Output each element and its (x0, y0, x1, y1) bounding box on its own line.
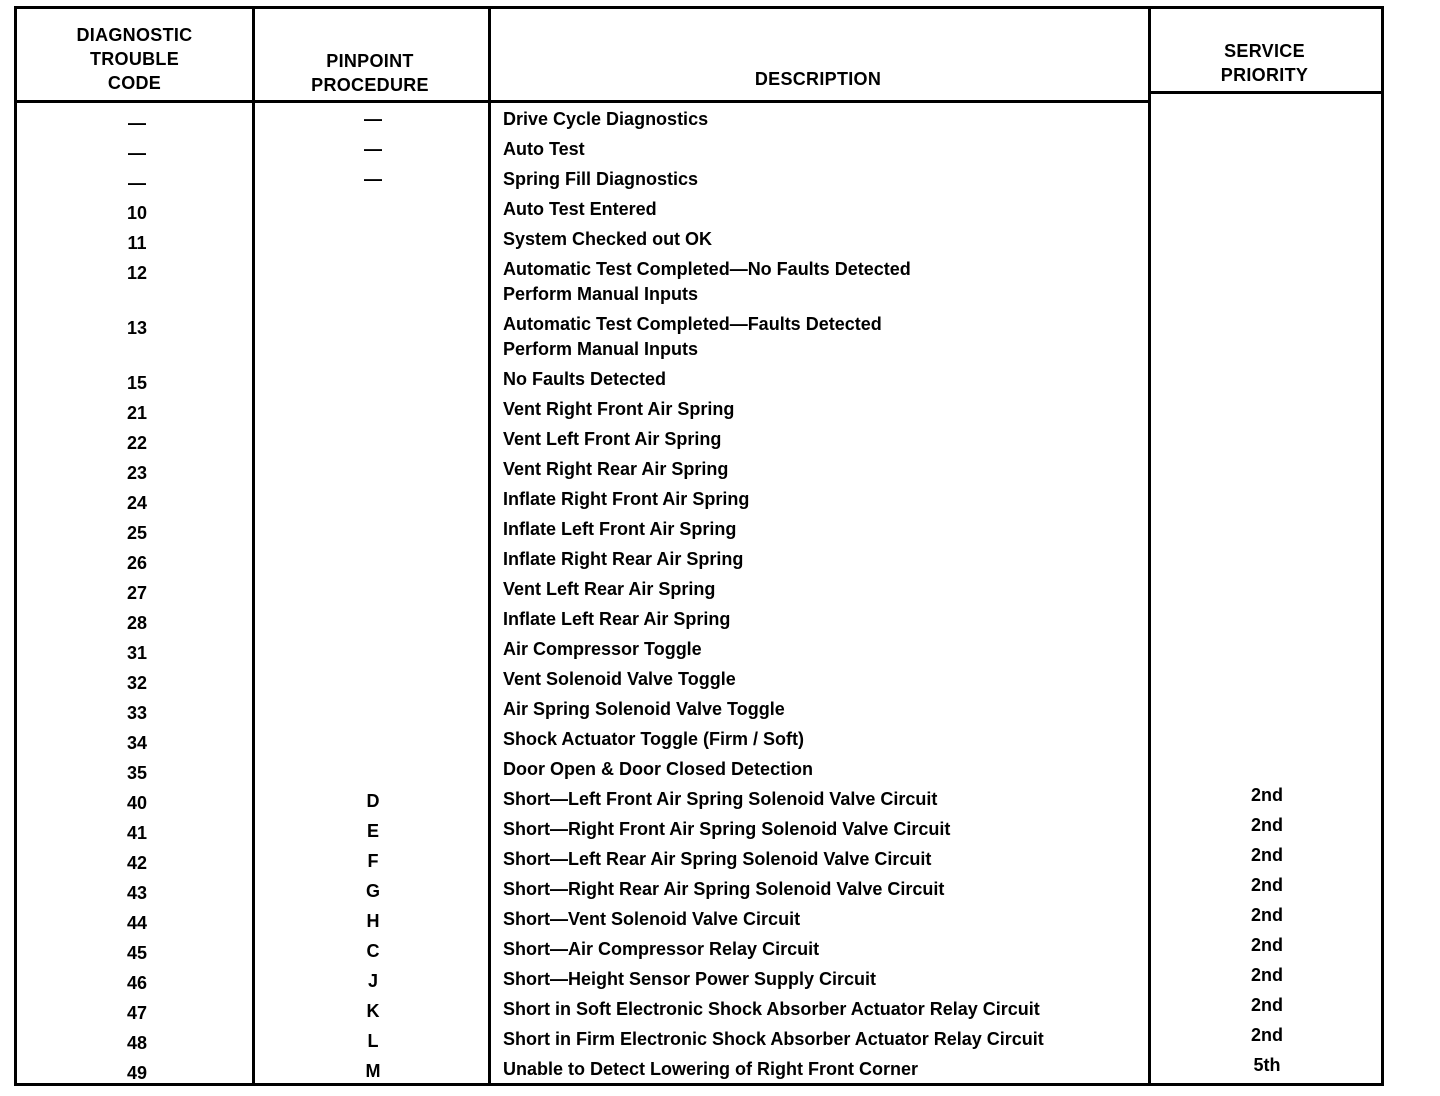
code-cell: 22 (126, 433, 148, 453)
code-cell: 35 (126, 763, 148, 783)
description-cell: No Faults Detected (503, 369, 667, 389)
pinpoint-cell: M (365, 1061, 381, 1081)
code-cell: 49 (126, 1063, 148, 1083)
description-cell: Vent Left Front Air Spring (503, 429, 722, 449)
description-cell: Unable to Detect Lowering of Right Front Corner (503, 1059, 918, 1079)
header-line: TROUBLE (89, 49, 180, 69)
column-divider (1148, 9, 1151, 1083)
code-cell: 47 (126, 1003, 148, 1023)
header-service-priority (1148, 39, 1381, 87)
pinpoint-cell: K (366, 1001, 380, 1021)
description-cell: Door Open & Door Closed Detection (503, 759, 814, 779)
pinpoint-cell: — (364, 169, 382, 189)
description-cell: Short—Vent Solenoid Valve Circuit (503, 909, 801, 929)
description-cell: Spring Fill Diagnostics (503, 169, 699, 189)
code-cell: 46 (126, 973, 148, 993)
description-cell: Short—Right Rear Air Spring Solenoid Valve Circuit (503, 879, 945, 899)
header-line: PROCEDURE (311, 75, 429, 95)
description-cell: Inflate Right Front Air Spring (503, 489, 750, 509)
description-cell: Inflate Right Rear Air Spring (503, 549, 744, 569)
code-cell: 33 (126, 703, 148, 723)
pinpoint-cell: F (367, 851, 379, 871)
description-cell: Vent Left Rear Air Spring (503, 579, 716, 599)
code-cell: 48 (126, 1033, 148, 1053)
description-cell: Shock Actuator Toggle (Firm / Soft) (503, 729, 804, 749)
code-cell: 27 (126, 583, 148, 603)
description-cell: Air Compressor Toggle (503, 639, 702, 659)
code-cell: 32 (126, 673, 148, 693)
description-cell: Vent Right Rear Air Spring (503, 459, 729, 479)
pinpoint-cell: E (366, 821, 379, 841)
description-cell: Perform Manual Inputs (503, 339, 699, 359)
priority-cell: 2nd (1250, 935, 1283, 955)
description-cell: Vent Solenoid Valve Toggle (503, 669, 736, 689)
description-cell: Auto Test Entered (503, 199, 657, 219)
code-cell: 34 (126, 733, 148, 753)
code-cell: — (128, 173, 146, 193)
pinpoint-cell: J (367, 971, 378, 991)
header-pinpoint-procedure (252, 49, 488, 97)
code-cell: 23 (126, 463, 148, 483)
pinpoint-cell: G (365, 881, 380, 901)
header-line: DIAGNOSTIC (76, 25, 193, 45)
code-cell: 26 (126, 553, 148, 573)
code-cell: 42 (126, 853, 148, 873)
description-cell: Short—Left Front Air Spring Solenoid Valve Circuit (503, 789, 938, 809)
description-cell: Short—Air Compressor Relay Circuit (503, 939, 820, 959)
description-cell: Air Spring Solenoid Valve Toggle (503, 699, 785, 719)
code-cell: — (128, 113, 146, 133)
code-cell: 43 (126, 883, 148, 903)
priority-cell: 2nd (1250, 875, 1283, 895)
code-cell: 41 (126, 823, 148, 843)
header-line: PINPOINT (326, 51, 414, 71)
header-line: CODE (107, 73, 162, 93)
code-cell: — (128, 143, 146, 163)
code-cell: 40 (126, 793, 148, 813)
code-cell: 28 (126, 613, 148, 633)
code-cell: 10 (126, 203, 148, 223)
column-divider (488, 9, 491, 1083)
code-cell: 11 (127, 233, 147, 253)
priority-cell: 2nd (1250, 905, 1283, 925)
description-cell: Short in Firm Electronic Shock Absorber Actuator Relay Circuit (503, 1029, 1044, 1049)
description-cell: Short—Height Sensor Power Supply Circuit (503, 969, 877, 989)
description-cell: Drive Cycle Diagnostics (503, 109, 709, 129)
code-cell: 12 (126, 263, 148, 283)
description-cell: Automatic Test Completed—No Faults Detected (503, 259, 911, 279)
description-cell: Short in Soft Electronic Shock Absorber Actuator Relay Circuit (503, 999, 1040, 1019)
description-cell: Inflate Left Rear Air Spring (503, 609, 731, 629)
pinpoint-cell: H (366, 911, 380, 931)
code-cell: 24 (126, 493, 148, 513)
code-cell: 15 (126, 373, 148, 393)
pinpoint-cell: — (364, 109, 382, 129)
code-cell: 25 (126, 523, 148, 543)
header-line: PRIORITY (1220, 65, 1309, 85)
header-line: SERVICE (1224, 41, 1305, 61)
priority-cell: 2nd (1250, 815, 1283, 835)
header-diagnostic-trouble-code (17, 23, 252, 95)
header-rule-priority (1148, 91, 1381, 94)
code-cell: 45 (126, 943, 148, 963)
description-cell: Perform Manual Inputs (503, 284, 699, 304)
pinpoint-cell: C (366, 941, 380, 961)
priority-cell: 2nd (1250, 995, 1283, 1015)
description-cell: Automatic Test Completed—Faults Detected (503, 314, 882, 334)
column-divider (252, 9, 255, 1083)
code-cell: 31 (126, 643, 148, 663)
code-cell: 13 (126, 318, 148, 338)
priority-cell: 2nd (1250, 1025, 1283, 1045)
priority-cell: 2nd (1250, 965, 1283, 985)
diagnostic-code-table (14, 6, 1384, 1086)
description-cell: Short—Left Rear Air Spring Solenoid Valve Circuit (503, 849, 932, 869)
priority-cell: 2nd (1250, 845, 1283, 865)
description-cell: System Checked out OK (503, 229, 713, 249)
pinpoint-cell: D (366, 791, 380, 811)
pinpoint-cell: — (364, 139, 382, 159)
header-rule (17, 100, 1148, 103)
priority-cell: 5th (1253, 1055, 1281, 1075)
description-cell: Vent Right Front Air Spring (503, 399, 735, 419)
pinpoint-cell: L (367, 1031, 379, 1051)
description-cell: Inflate Left Front Air Spring (503, 519, 737, 539)
code-cell: 21 (126, 403, 148, 423)
description-cell: Auto Test (503, 139, 585, 159)
description-cell: Short—Right Front Air Spring Solenoid Valve Circuit (503, 819, 951, 839)
priority-cell: 2nd (1250, 785, 1283, 805)
code-cell: 44 (126, 913, 148, 933)
header-description: DESCRIPTION (754, 69, 882, 89)
